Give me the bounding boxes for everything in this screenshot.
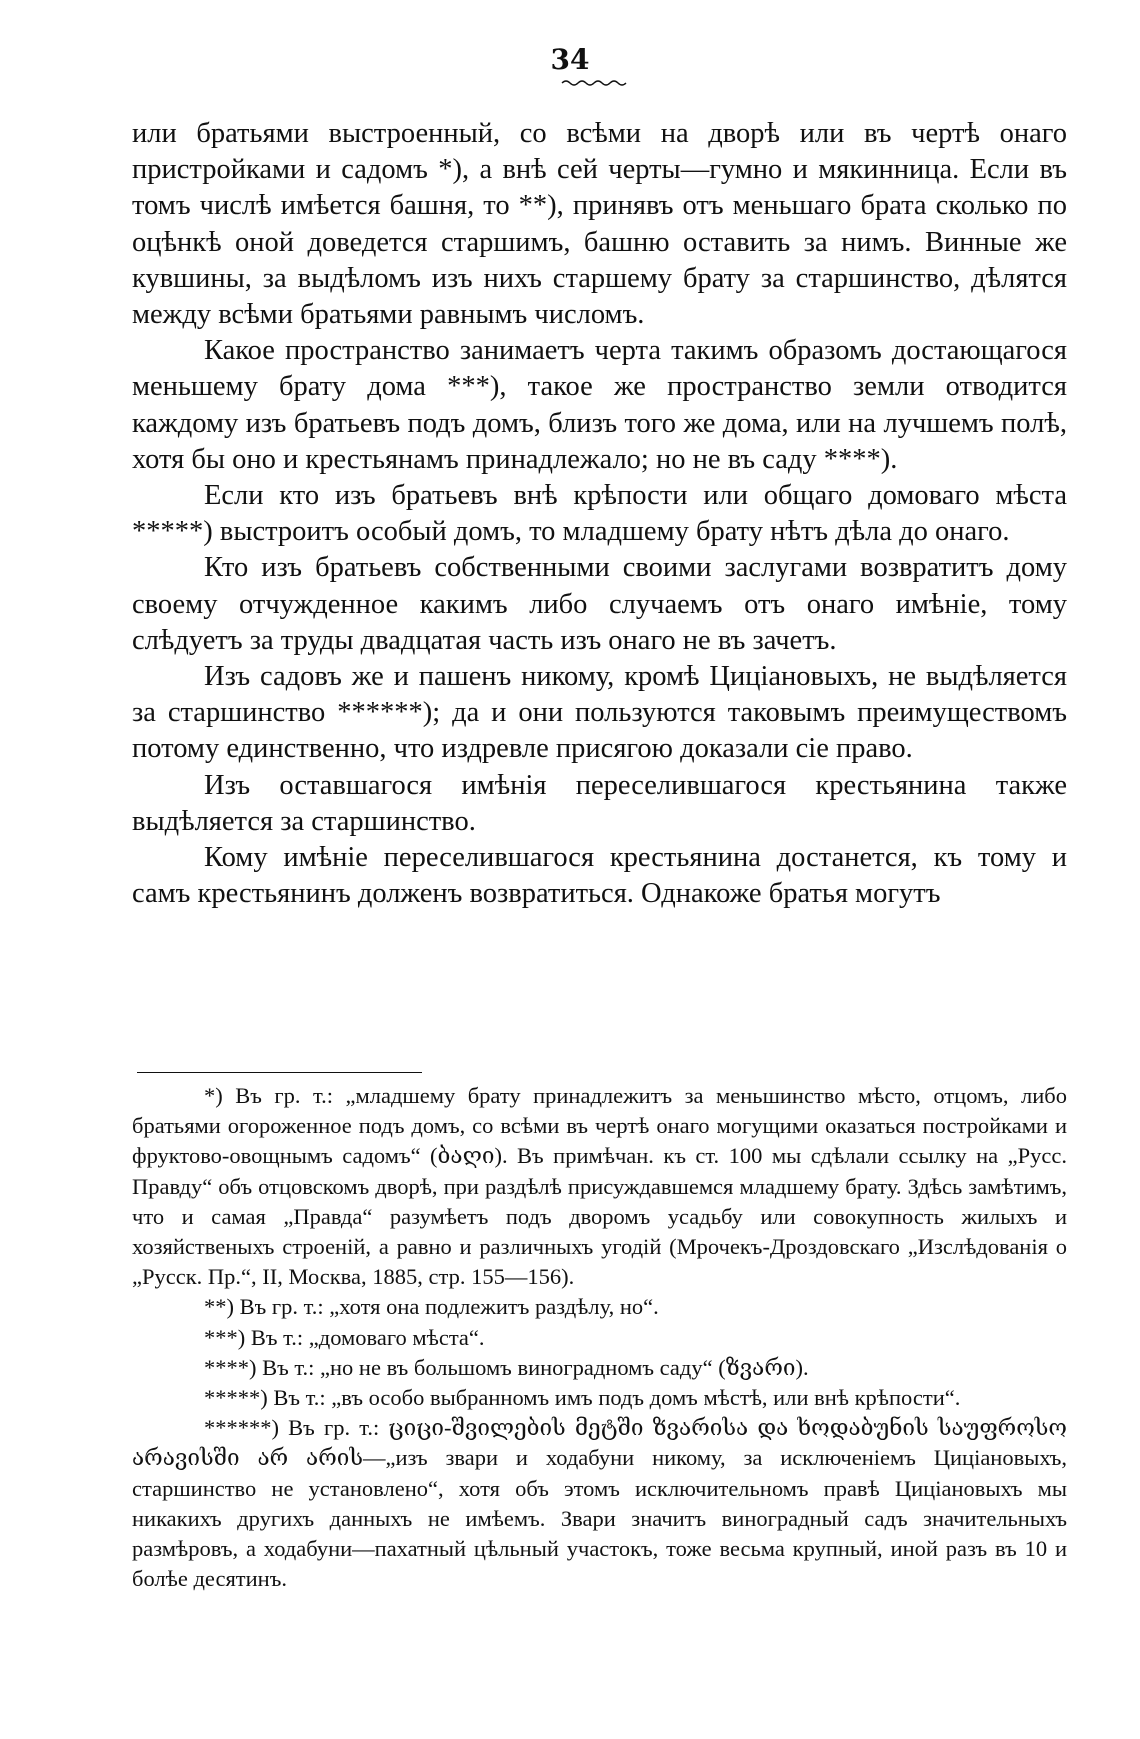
paragraph-1: или братьями выстроенный, со всѣми на дворѣ или въ чертѣ онаго пристройками и садомъ *), а внѣ сей черты—гумно и мякинница. Если въ томъ числѣ имѣется башня, то **), принявъ отъ меньшаго брата сколько по оцѣнкѣ оной доведется старшимъ, башню оставить за нимъ. Винные же кувшины, за выдѣломъ изъ нихъ старшему брату за старшинство, дѣлятся между всѣми братьями равнымъ числомъ. — [132, 118, 1067, 331]
footnotes — [132, 1081, 1067, 1594]
wavy-underline-ornament — [560, 78, 630, 88]
main-text — [132, 116, 1067, 912]
footnote-3: ***) Въ т.: „домоваго мѣста“. — [204, 1324, 485, 1350]
footnote-6: ******) Въ гр. т.: ციცი-შვილების მეტში ზვარისა და ხოდაბუნის საუფროსო არავისში არ არის—„изъ звари и ходабуни никому, за исключеніемъ Циціановыхъ, старшинство не установлено“, хотя объ этомъ исключительномъ правѣ Циціановыхъ мы никакихъ другихъ данныхъ не имѣемъ. Звари значитъ виноградный садъ значительныхъ размѣровъ, а ходабуни—пахатный цѣльный участокъ, тоже весьма крупный, иной разъ въ 10 и болѣе десятинъ. — [132, 1415, 1067, 1592]
footnote-separator — [137, 1072, 422, 1073]
page-number: 34 — [550, 43, 590, 76]
paragraph-5: Изъ садовъ же и пашенъ никому, кромѣ Циціановыхъ, не выдѣляется за старшинство ******); да и они пользуются таковымъ преимуществомъ потому единственно, что издревле присягою доказали сіе право. — [132, 661, 1067, 765]
footnote-2: **) Въ гр. т.: „хотя она подлежитъ раздѣлу, но“. — [204, 1294, 659, 1320]
paragraph-7: Кому имѣніе переселившагося крестьянина достанется, къ тому и самъ крестьянинъ долженъ возвратиться. Однакоже братья могутъ — [132, 842, 1067, 910]
footnote-1: *) Въ гр. т.: „младшему брату принадлежитъ за меньшинство мѣсто, отцомъ, либо братьями огороженное подъ домъ, со всѣми въ чертѣ онаго могущими оказаться постройками и фруктово-овощнымъ садомъ“ (ბაღი). Въ примѣчан. къ ст. 100 мы сдѣлали ссылку на „Русс. Правду“ объ отцовскомъ дворѣ, при раздѣлѣ присуждавшемся младшему брату. Здѣсь замѣтимъ, что и самая „Правда“ разумѣетъ подъ дворомъ усадьбу или совокупность жилыхъ и хозяйственыхъ строеній, а равно и различныхъ угодій (Мрочекъ-Дроздовскаго „Изслѣдованія о „Русск. Пр.“, II, Москва, 1885, стр. 155—156). — [132, 1083, 1067, 1290]
footnote-4: ****) Въ т.: „но не въ большомъ виноградномъ саду“ (ზვარი). — [204, 1354, 809, 1380]
paragraph-6: Изъ оставшагося имѣнія переселившагося крестьянина также выдѣляется за старшинство. — [132, 769, 1067, 837]
paragraph-2: Какое пространство занимаетъ черта такимъ образомъ достающагося меньшему брату дома ***), такое же пространство земли отводится каждому изъ братьевъ подъ домъ, близъ того же дома, или на лучшемъ полѣ, хотя бы оно и крестьянамъ принадлежало; но не въ саду ****). — [132, 335, 1067, 475]
paragraph-3: Если кто изъ братьевъ внѣ крѣпости или общаго домоваго мѣста *****) выстроитъ особый домъ, то младшему брату нѣтъ дѣла до онаго. — [132, 480, 1067, 548]
paragraph-4: Кто изъ братьевъ собственными своими заслугами возвратитъ дому своему отчужденное какимъ либо случаемъ отъ онаго имѣніе, тому слѣдуетъ за труды двадцатая часть изъ онаго не въ зачетъ. — [132, 552, 1067, 656]
footnote-5: *****) Въ т.: „въ особо выбранномъ имъ подъ домъ мѣстѣ, или внѣ крѣпости“. — [204, 1385, 961, 1411]
